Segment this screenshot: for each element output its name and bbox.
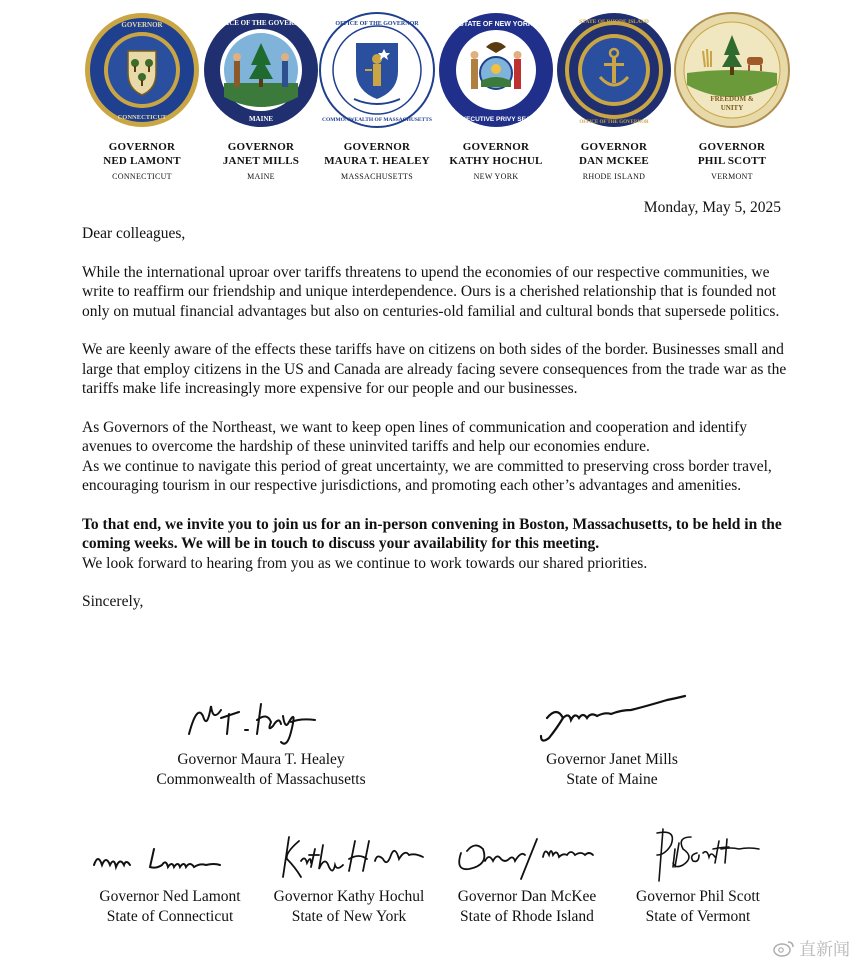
governor-seals-header: [0, 6, 858, 191]
hochul-signature-icon: [269, 831, 429, 887]
healey-signature-icon: [181, 694, 341, 750]
signature-block-lamont: [86, 831, 254, 926]
signatory-name: Governor Phil Scott: [636, 888, 760, 905]
lamont-signature-icon: [90, 831, 250, 887]
massachusetts-seal-icon: [318, 11, 436, 129]
signature-block-healey: [140, 694, 382, 789]
signatory-name: Governor Janet Mills: [546, 751, 678, 768]
paragraph-3-part-2: As we continue to navigate this period of great uncertainty, we are committed to preserving cross border travel, encouraging tourism in our respective jurisdictions, and promoting each other’s advantages and amenities.: [82, 457, 772, 494]
letter-date: Monday, May 5, 2025: [643, 199, 781, 216]
governor-title: GOVERNOR: [227, 141, 295, 153]
governor-name: MAURA T. HEALEY: [324, 155, 430, 167]
paragraph-1: While the international uproar over tariffs threatens to upend the economies of our respective communities, we write to reaffirm our friendship and unique interdependence. Ours is a cherished relationship that is founded not only on mutual financial advantages but also on centuries-old familial and cultural bonds that supersede politics.: [82, 263, 780, 320]
governor-title: GOVERNOR: [108, 141, 176, 153]
governor-state: CONNECTICUT: [112, 172, 172, 181]
governor-title: GOVERNOR: [580, 141, 648, 153]
letter-body: [82, 224, 788, 631]
maine-seal-icon: [202, 11, 320, 129]
svg-text:MAINE: MAINE: [248, 115, 274, 123]
new-york-seal-icon: [437, 11, 555, 129]
governor-name: JANET MILLS: [222, 155, 300, 167]
governor-state: NEW YORK: [473, 172, 519, 181]
signatory-name: Governor Dan McKee: [457, 888, 597, 905]
paragraph-3: [82, 418, 788, 496]
svg-text:CONNECTICUT: CONNECTICUT: [117, 114, 167, 121]
svg-text:OFFICE OF THE GOVERNOR: OFFICE OF THE GOVERNOR: [335, 21, 419, 27]
governor-state: MAINE: [247, 172, 275, 181]
governor-state: RHODE ISLAND: [582, 172, 646, 181]
paragraph-4-bold: To that end, we invite you to join us for an in-person convening in Boston, Massachusetts, to be held in the coming weeks. We will be in touch to discuss your availability for this meeting.: [82, 515, 782, 552]
mckee-signature-icon: [447, 831, 607, 887]
signatory-name: Governor Maura T. Healey: [177, 751, 345, 768]
governor-name: DAN MCKEE: [579, 155, 649, 167]
mills-signature-icon: [517, 694, 707, 750]
governor-state: MASSACHUSETTS: [341, 172, 413, 181]
paragraph-4-rest: We look forward to hearing from you as we continue to work towards our shared priorities.: [82, 554, 648, 572]
vermont-seal-icon: [673, 11, 791, 129]
scott-signature-icon: [623, 823, 773, 885]
closing: Sincerely,: [82, 593, 144, 610]
paragraph-3-part-1: As Governors of the Northeast, we want to keep open lines of communication and cooperation and identify avenues to overcome the hardship of these uninvited tariffs and help our economies endure.: [82, 418, 748, 455]
signatory-state: Commonwealth of Massachusetts: [156, 770, 366, 788]
paragraph-2: We are keenly aware of the effects these tariffs have on citizens on both sides of the border. Businesses small and large that employ citizens in the US and Canada are already facing severe consequences from the trade war as the tariffs make life increasingly more expensive for our people and our businesses.: [82, 341, 787, 397]
governor-title: GOVERNOR: [343, 141, 411, 153]
connecticut-seal-icon: [83, 11, 201, 129]
signature-block-scott: [618, 831, 778, 926]
governor-vermont: [662, 6, 802, 184]
rhode-island-seal-icon: [555, 11, 673, 129]
signatory-state: State of Vermont: [645, 907, 751, 925]
svg-text:COMMONWEALTH OF MASSACHUSETTS: COMMONWEALTH OF MASSACHUSETTS: [322, 117, 432, 123]
svg-text:OFFICE OF THE GOVERNOR: OFFICE OF THE GOVERNOR: [212, 19, 310, 27]
svg-text:EXECUTIVE PRIVY SEAL: EXECUTIVE PRIVY SEAL: [457, 116, 535, 123]
svg-text:STATE OF RHODE ISLAND: STATE OF RHODE ISLAND: [579, 19, 649, 25]
governor-name: PHIL SCOTT: [697, 155, 767, 167]
paragraph-4: [82, 515, 788, 574]
signatory-state: State of Connecticut: [106, 907, 234, 925]
governor-title: GOVERNOR: [462, 141, 530, 153]
svg-text:STATE OF NEW YORK: STATE OF NEW YORK: [459, 21, 533, 28]
source-watermark: [773, 935, 850, 960]
signature-block-mckee: [444, 831, 610, 926]
signatory-name: Governor Kathy Hochul: [273, 888, 425, 905]
svg-text:UNITY: UNITY: [720, 104, 744, 112]
watermark-text: 直新闻: [799, 940, 850, 960]
signatory-state: State of Maine: [566, 770, 658, 788]
salutation: Dear colleagues,: [82, 225, 186, 242]
signature-block-hochul: [262, 831, 436, 926]
governor-name: NED LAMONT: [103, 155, 181, 167]
governor-state: VERMONT: [711, 172, 753, 181]
signatory-state: State of New York: [291, 907, 407, 925]
signature-block-mills: [496, 694, 728, 789]
governor-name: KATHY HOCHUL: [449, 155, 543, 167]
signatory-name: Governor Ned Lamont: [99, 888, 241, 905]
svg-text:FREEDOM &: FREEDOM &: [710, 95, 754, 103]
svg-text:OFFICE OF THE GOVERNOR: OFFICE OF THE GOVERNOR: [579, 120, 649, 125]
signatory-state: State of Rhode Island: [460, 907, 594, 925]
governor-title: GOVERNOR: [698, 141, 766, 153]
svg-text:GOVERNOR: GOVERNOR: [121, 21, 163, 29]
weibo-icon: [773, 939, 795, 957]
